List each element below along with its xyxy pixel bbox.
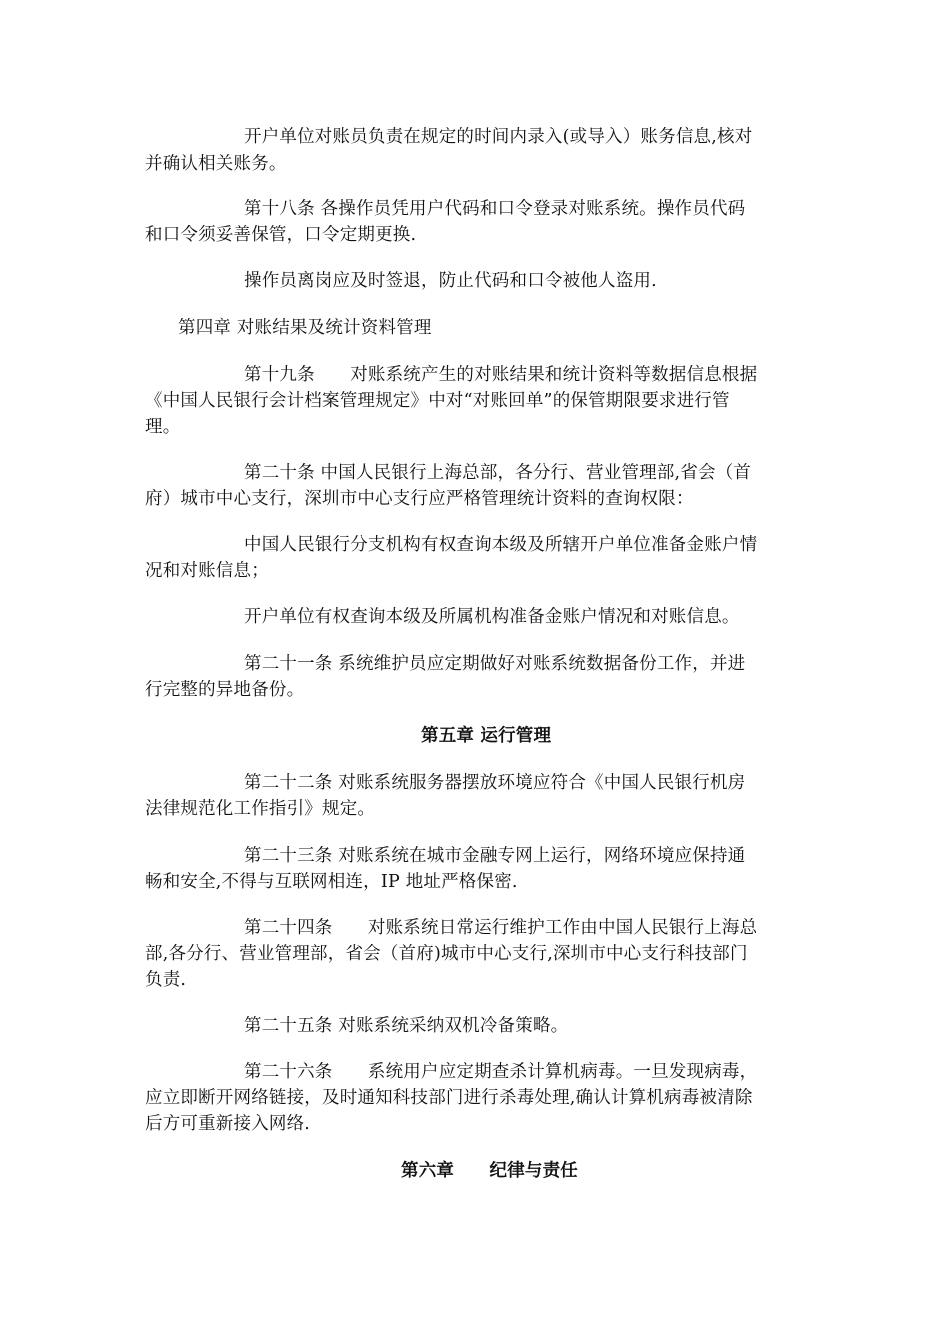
chapter-6-heading: 第六章 纪律与责任 — [401, 1161, 578, 1181]
article-22-line: 第二十二条 对账系统服务器摆放环境应符合《中国人民银行机房 — [244, 773, 746, 793]
paragraph-line: 府）城市中心支行，深圳市中心支行应严格管理统计资料的查询权限： — [145, 489, 694, 509]
paragraph-line: 开户单位对账员负责在规定的时间内录入(或导入）账务信息,核对 — [244, 127, 753, 147]
paragraph-line: 后方可重新接入网络. — [145, 1114, 311, 1134]
paragraph-line: 畅和安全,不得与互联网相连，IP 地址严格保密. — [145, 872, 518, 892]
paragraph-line: 行完整的异地备份。 — [145, 680, 305, 700]
chapter-5-heading: 第五章 运行管理 — [421, 726, 552, 746]
paragraph-line: 《中国人民银行会计档案管理规定》中对“对账回单”的保管期限要求进行管 — [145, 391, 730, 411]
article-19-line: 第十九条 对账系统产生的对账结果和统计资料等数据信息根据 — [244, 365, 758, 385]
article-23-line: 第二十三条 对账系统在城市金融专网上运行，网络环境应保持通 — [244, 846, 746, 866]
article-25-line: 第二十五条 对账系统采纳双机冷备策略。 — [244, 1016, 569, 1036]
paragraph-line: 应立即断开网络链接，及时通知科技部门进行杀毒处理,确认计算机病毒被清除 — [145, 1088, 753, 1108]
article-18-line: 第十八条 各操作员凭用户代码和口令登录对账系统。操作员代码 — [244, 199, 746, 219]
paragraph-line: 操作员离岗应及时签退，防止代码和口令被他人盗用. — [244, 271, 657, 291]
paragraph-line: 和口令须妥善保管，口令定期更换. — [145, 225, 417, 245]
paragraph-line: 部,各分行、营业管理部，省会（首府)城市中心支行,深圳市中心支行科技部门 — [145, 944, 748, 964]
chapter-4-heading: 第四章 对账结果及统计资料管理 — [178, 318, 432, 338]
paragraph-line: 开户单位有权查询本级及所属机构准备金账户情况和对账信息。 — [244, 607, 740, 627]
paragraph-line: 况和对账信息； — [145, 561, 269, 581]
paragraph-line: 负责. — [145, 970, 187, 990]
paragraph-line: 法律规范化工作指引》规定。 — [145, 799, 376, 819]
paragraph-line: 中国人民银行分支机构有权查询本级及所辖开户单位准备金账户情 — [244, 535, 758, 555]
article-20-line: 第二十条 中国人民银行上海总部，各分行、营业管理部,省会（首 — [244, 463, 752, 483]
article-24-line: 第二十四条 对账系统日常运行维护工作由中国人民银行上海总 — [244, 918, 758, 938]
paragraph-line: 并确认相关账务。 — [145, 154, 287, 174]
article-26-line: 第二十六条 系统用户应定期查杀计算机病毒。一旦发现病毒， — [244, 1062, 758, 1082]
article-21-line: 第二十一条 系统维护员应定期做好对账系统数据备份工作，并进 — [244, 654, 746, 674]
paragraph-line: 理。 — [145, 417, 181, 437]
